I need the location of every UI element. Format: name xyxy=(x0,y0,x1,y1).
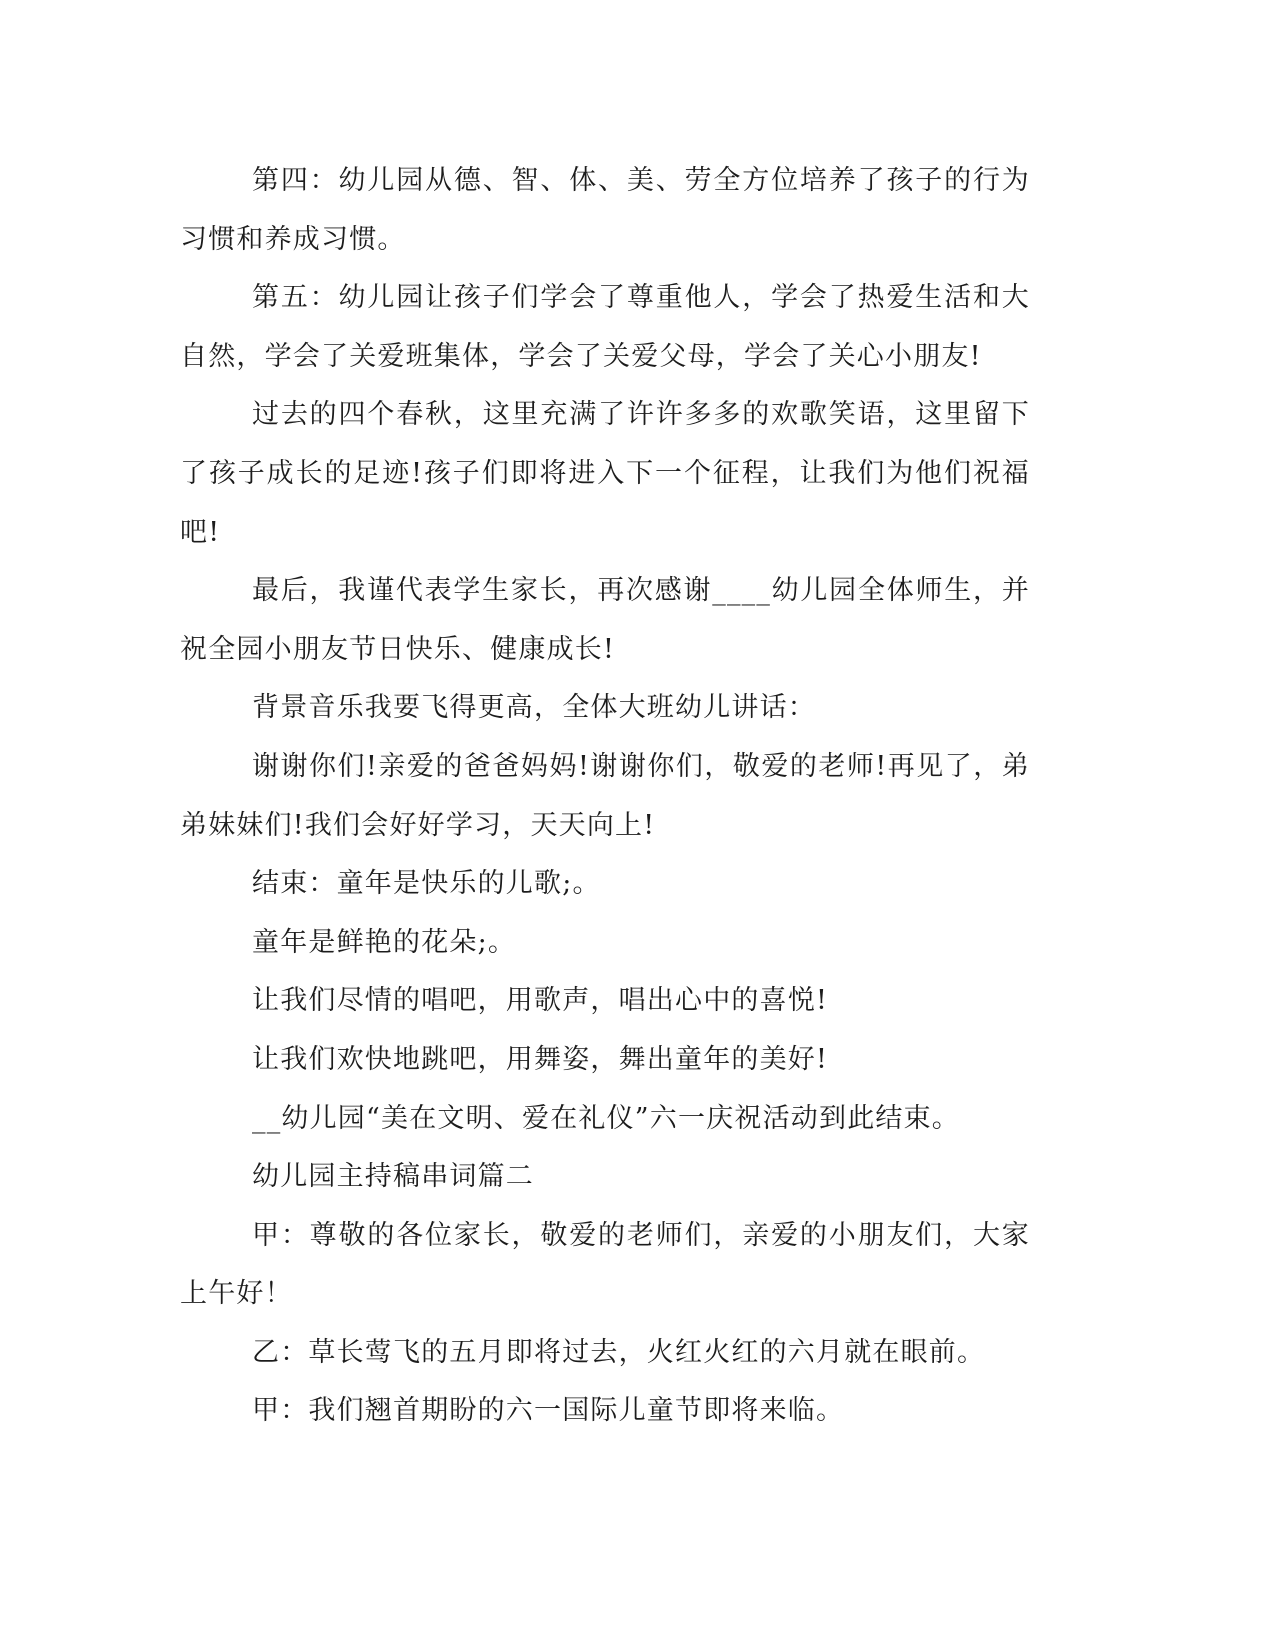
paragraph-children-speech: 谢谢你们!亲爱的爸爸妈妈!谢谢你们，敬爱的老师!再见了，弟弟妹妹们!我们会好好学习，天天向上! xyxy=(180,750,1030,841)
paragraph-host-a-childrens-day: 甲：我们翘首期盼的六一国际儿童节即将来临。 xyxy=(252,1395,845,1427)
paragraph-event-end: __幼儿园“美在文明、爱在礼仪”六一庆祝活动到此结束。 xyxy=(252,1102,961,1134)
paragraph-dance: 让我们欢快地跳吧，用舞姿，舞出童年的美好! xyxy=(252,1043,829,1075)
paragraph-childhood-flowers: 童年是鲜艳的花朵;。 xyxy=(252,926,517,958)
paragraph-background-music: 背景音乐我要飞得更高，全体大班幼儿讲话： xyxy=(252,692,816,724)
paragraph-sing: 让我们尽情的唱吧，用歌声，唱出心中的喜悦! xyxy=(252,985,829,1017)
paragraph-host-b-may: 乙：草长莺飞的五月即将过去，火红火红的六月就在眼前。 xyxy=(252,1336,986,1368)
paragraph-ending: 结束：童年是快乐的儿歌;。 xyxy=(252,868,601,900)
paragraph-four-seasons: 过去的四个春秋，这里充满了许许多多的欢歌笑语，这里留下了孩子成长的足迹!孩子们即将进入下一个征程，让我们为他们祝福吧! xyxy=(180,399,1030,548)
section-heading: 幼儿园主持稿串词篇二 xyxy=(252,1161,534,1193)
paragraph-thanks: 最后，我谨代表学生家长，再次感谢____幼儿园全体师生，并祝全园小朋友节日快乐、健康成长! xyxy=(180,575,1030,665)
paragraph-4th-point: 第四：幼儿园从德、智、体、美、劳全方位培养了孩子的行为习惯和养成习惯。 xyxy=(180,165,1030,255)
paragraph-5th-point: 第五：幼儿园让孩子们学会了尊重他人，学会了热爱生活和大自然，学会了关爱班集体，学会了关爱父母，学会了关心小朋友! xyxy=(180,282,1030,372)
document-body xyxy=(180,152,1030,1441)
paragraph-host-a-greeting: 甲：尊敬的各位家长，敬爱的老师们，亲爱的小朋友们，大家上午好！ xyxy=(180,1219,1030,1310)
